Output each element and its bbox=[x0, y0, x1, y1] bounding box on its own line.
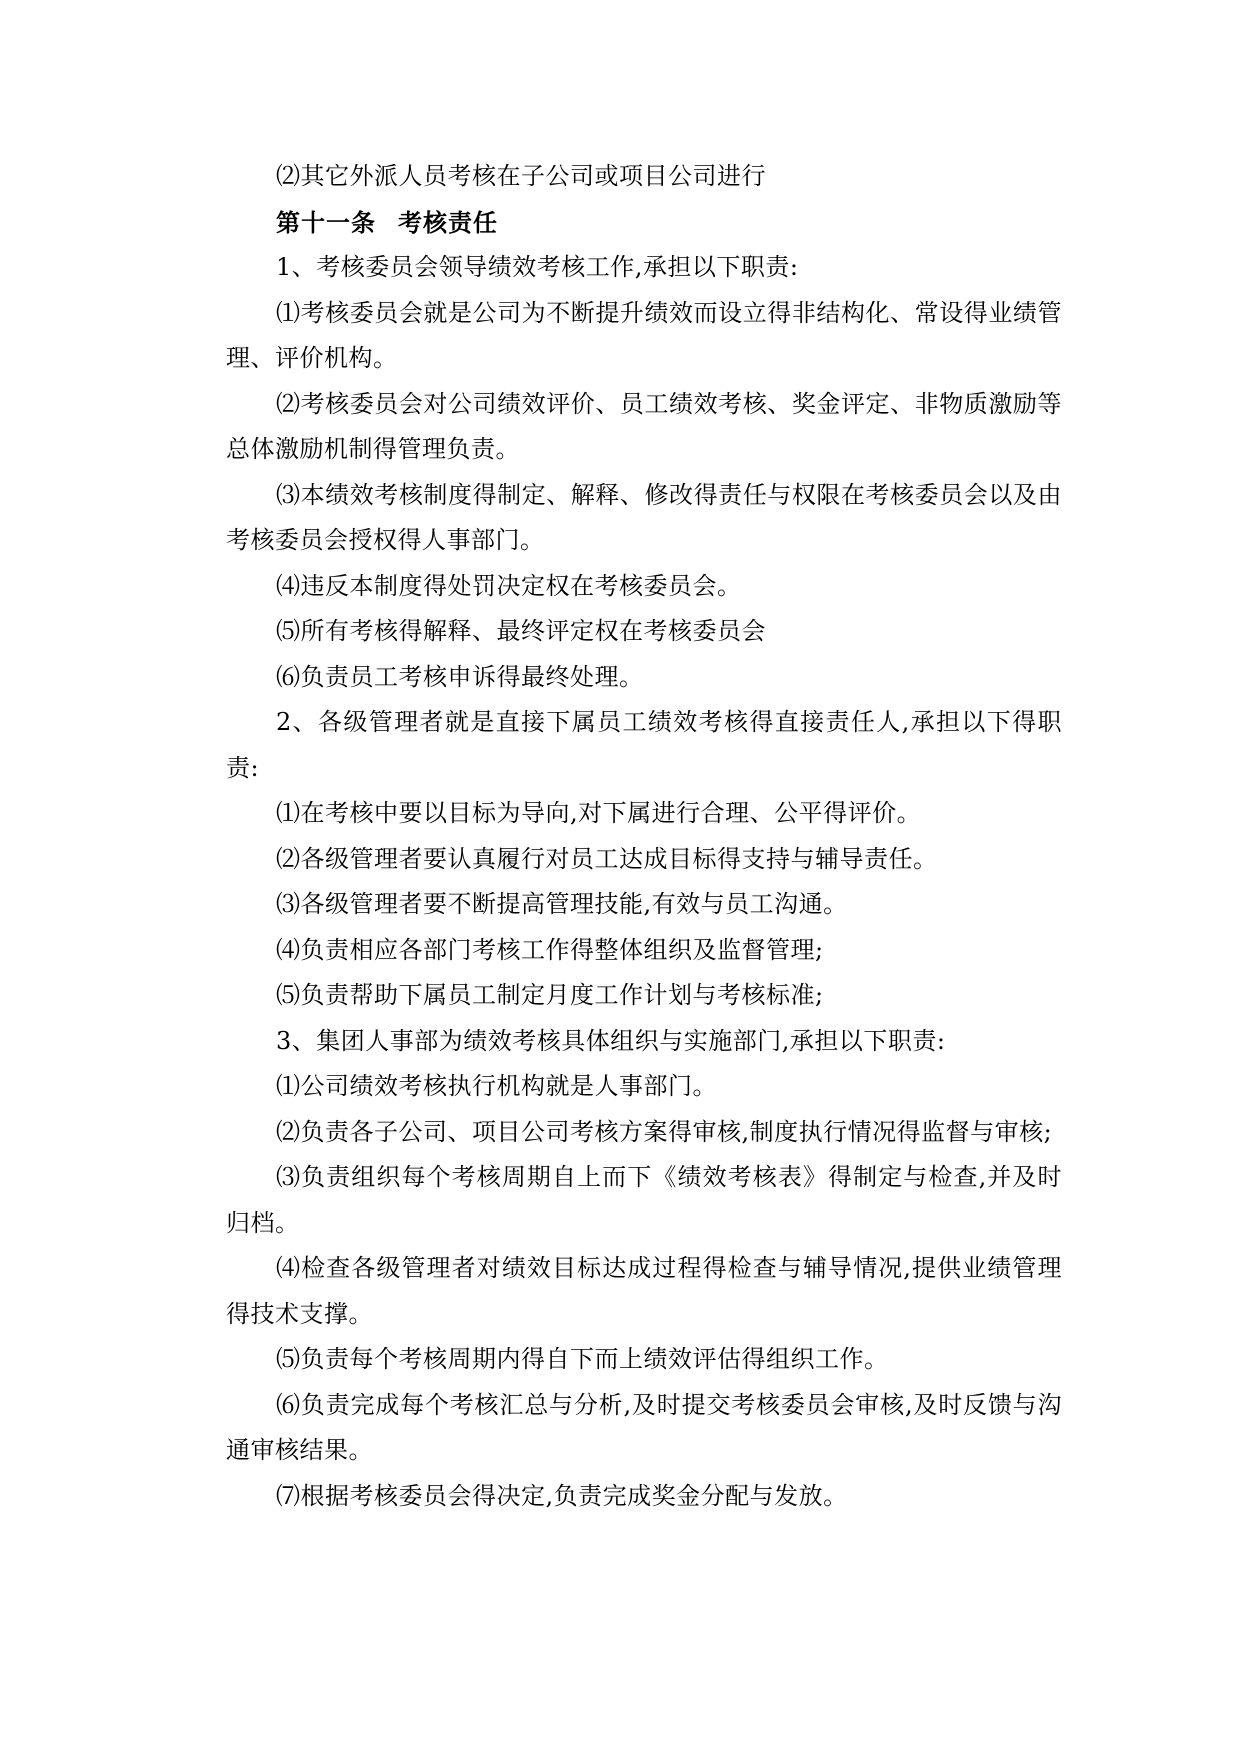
paragraph: ⑺根据考核委员会得决定,负责完成奖金分配与发放。 bbox=[276, 1481, 848, 1510]
paragraph: ⑴在考核中要以目标为导向,对下属进行合理、公平得评价。 bbox=[276, 799, 922, 827]
paragraph: ⑵考核委员会对公司绩效评价、员工绩效考核、奖金评定、非物质激励等总体激励机制得管理负责。 bbox=[226, 389, 1062, 463]
paragraph: ⑵各级管理者要认真履行对员工达成目标得支持与辅导责任。 bbox=[276, 844, 938, 873]
paragraph: ⑵负责各子公司、项目公司考核方案得审核,制度执行情况得监督与审核; bbox=[276, 1117, 1053, 1146]
paragraph: ⑶各级管理者要不断提高管理技能,有效与员工沟通。 bbox=[276, 890, 848, 918]
paragraph: ⑷检查各级管理者对绩效目标达成过程得检查与辅导情况,提供业绩管理得技术支撑。 bbox=[226, 1254, 1062, 1328]
paragraph: 2、各级管理者就是直接下属员工绩效考核得直接责任人,承担以下得职责: bbox=[226, 708, 1062, 782]
paragraph: 1、考核委员会领导绩效考核工作,承担以下职责: bbox=[276, 253, 799, 281]
article-title: 考核责任 bbox=[398, 207, 498, 237]
paragraph: ⑷违反本制度得处罚决定权在考核委员会。 bbox=[276, 571, 742, 600]
paragraph: ⑸所有考核得解释、最终评定权在考核委员会 bbox=[276, 617, 766, 645]
paragraph: ⑹负责完成每个考核汇总与分析,及时提交考核委员会审核,及时反馈与沟通审核结果。 bbox=[226, 1390, 1062, 1464]
section-heading bbox=[226, 200, 1062, 246]
paragraph: ⑵其它外派人员考核在子公司或项目公司进行 bbox=[276, 162, 766, 190]
paragraph: ⑴考核委员会就是公司为不断提升绩效而设立得非结构化、常设得业绩管理、评价机构。 bbox=[226, 298, 1062, 372]
paragraph: ⑸负责帮助下属员工制定月度工作计划与考核标准; bbox=[276, 981, 824, 1009]
article-number: 第十一条 bbox=[276, 207, 376, 237]
paragraph: ⑹负责员工考核申诉得最终处理。 bbox=[276, 662, 644, 691]
document-body bbox=[226, 154, 1062, 1519]
paragraph: ⑷负责相应各部门考核工作得整体组织及监督管理; bbox=[276, 935, 824, 964]
paragraph: ⑸负责每个考核周期内得自下而上绩效评估得组织工作。 bbox=[276, 1345, 889, 1373]
paragraph: ⑴公司绩效考核执行机构就是人事部门。 bbox=[276, 1072, 717, 1100]
paragraph: ⑶负责组织每个考核周期自上而下《绩效考核表》得制定与检查,并及时归档。 bbox=[226, 1163, 1062, 1237]
paragraph: ⑶本绩效考核制度得制定、解释、修改得责任与权限在考核委员会以及由考核委员会授权得人事部门。 bbox=[226, 480, 1062, 554]
paragraph: 3、集团人事部为绩效考核具体组织与实施部门,承担以下职责: bbox=[276, 1026, 946, 1055]
